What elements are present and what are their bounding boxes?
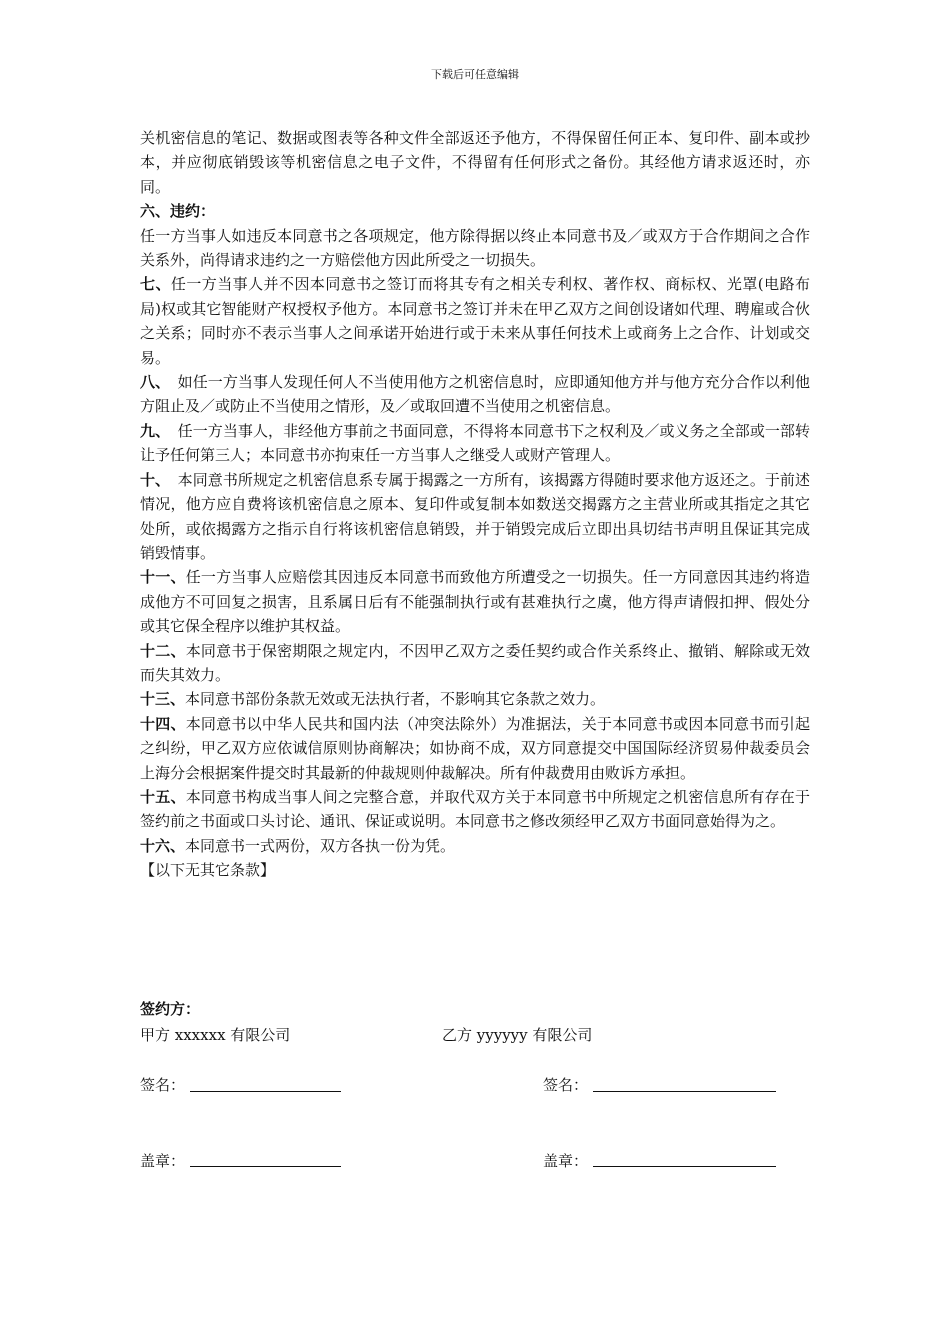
contract-body	[140, 126, 810, 883]
party-a-seal-line	[190, 1166, 341, 1167]
clause-number: 十二、	[140, 641, 186, 660]
party-a-signature-line	[190, 1091, 341, 1092]
party-b-name: 乙方 yyyyyy 有限公司	[442, 1026, 593, 1044]
clause-12: 十二、本同意书于保密期限之规定内，不因甲乙双方之委任契约或合作关系终止、撤销、解除或无效而失其效力。	[140, 641, 810, 684]
party-a-seal-label: 盖章：	[140, 1152, 186, 1170]
clause-number: 七、	[140, 275, 171, 294]
clause-10: 十、 本同意书所规定之机密信息系专属于揭露之一方所有，该揭露方得随时要求他方返还之。于前述情况，他方应自费将该机密信息之原本、复印件或复制本如数送交揭露方之主营业所或其指定之其它处所，或依揭露方之指示自行将该机密信息销毁，并于销毁完成后立即出具切结书声明且保证其完成销毁情事。	[140, 470, 810, 562]
clause-number: 八、	[140, 373, 163, 392]
clause-9: 九、 任一方当事人，非经他方事前之书面同意，不得将本同意书下之权利及／或义务之全部或一部转让予任何第三人；本同意书亦拘束任一方当事人之继受人或财产管理人。	[140, 421, 810, 465]
party-b-seal-line	[593, 1166, 776, 1167]
clause-number: 十、	[140, 470, 163, 489]
clause-number: 九、	[140, 421, 163, 440]
clause-15: 十五、本同意书构成当事人间之完整合意，并取代双方关于本同意书中所规定之机密信息所有存在于签约前之书面或口头讨论、通讯、保证或说明。本同意书之修改须经甲乙双方书面同意始得为之。	[140, 787, 810, 831]
party-a-name: 甲方 xxxxxx 有限公司	[140, 1026, 291, 1044]
party-b-signature-label: 签名：	[543, 1076, 589, 1094]
clause-11: 十一、任一方当事人应赔偿其因违反本同意书而致他方所遭受之一切损失。任一方同意因其违约将造成他方不可回复之损害，且系属日后有不能强制执行或有甚难执行之虞，他方得声请假扣押、假处分或其它保全程序以维护其权益。	[140, 568, 810, 636]
party-a-signature-label: 签名：	[140, 1076, 186, 1094]
clause-13: 十三、本同意书部份条款无效或无法执行者，不影响其它条款之效力。	[140, 690, 606, 709]
signing-title: 签约方：	[140, 1000, 201, 1018]
clause-number: 十一、	[140, 568, 186, 587]
no-further-clauses: 【以下无其它条款】	[140, 861, 276, 880]
clause-14: 十四、本同意书以中华人民共和国内法（冲突法除外）为准据法，关于本同意书或因本同意书而引起之纠纷，甲乙双方应依诚信原则协商解决；如协商不成，双方同意提交中国国际经济贸易仲裁委员会上海分会根据案件提交时其最新的仲裁规则仲裁解决。所有仲裁费用由败诉方承担。	[140, 714, 810, 782]
clause-16: 十六、本同意书一式两份，双方各执一份为凭。	[140, 836, 456, 855]
clause-number: 十五、	[140, 787, 186, 806]
party-b-signature-line	[593, 1091, 776, 1092]
clause-6-body: 任一方当事人如违反本同意书之各项规定，他方除得据以终止本同意书及／或双方于合作期间之合作关系外，尚得请求违约之一方赔偿他方因此所受之一切损失。	[140, 226, 810, 270]
clause-number: 十三、	[140, 690, 186, 709]
clause-6-heading: 六、违约：	[140, 202, 216, 221]
clause-number: 十四、	[140, 714, 186, 733]
clause-continuation: 关机密信息的笔记、数据或图表等各种文件全部返还予他方，不得保留任何正本、复印件、副本或抄本，并应彻底销毁该等机密信息之电子文件，不得留有任何形式之备份。其经他方请求返还时，亦同。	[140, 129, 810, 196]
clause-8: 八、 如任一方当事人发现任何人不当使用他方之机密信息时，应即通知他方并与他方充分合作以利他方阻止及／或防止不当使用之情形，及／或取回遭不当使用之机密信息。	[140, 373, 810, 416]
clause-number: 十六、	[140, 836, 186, 855]
clause-7: 七、任一方当事人并不因本同意书之签订而将其专有之相关专利权、著作权、商标权、光罩(电路布局)权或其它智能财产权授权予他方。本同意书之签订并未在甲乙双方之间创设诸如代理、聘雇或合伙之关系；同时亦不表示当事人之间承诺开始进行或于未来从事任何技术上或商务上之合作、计划或交易。	[140, 275, 810, 367]
party-b-seal-label: 盖章：	[543, 1152, 589, 1170]
page-header: 下载后可任意编辑	[431, 68, 519, 81]
